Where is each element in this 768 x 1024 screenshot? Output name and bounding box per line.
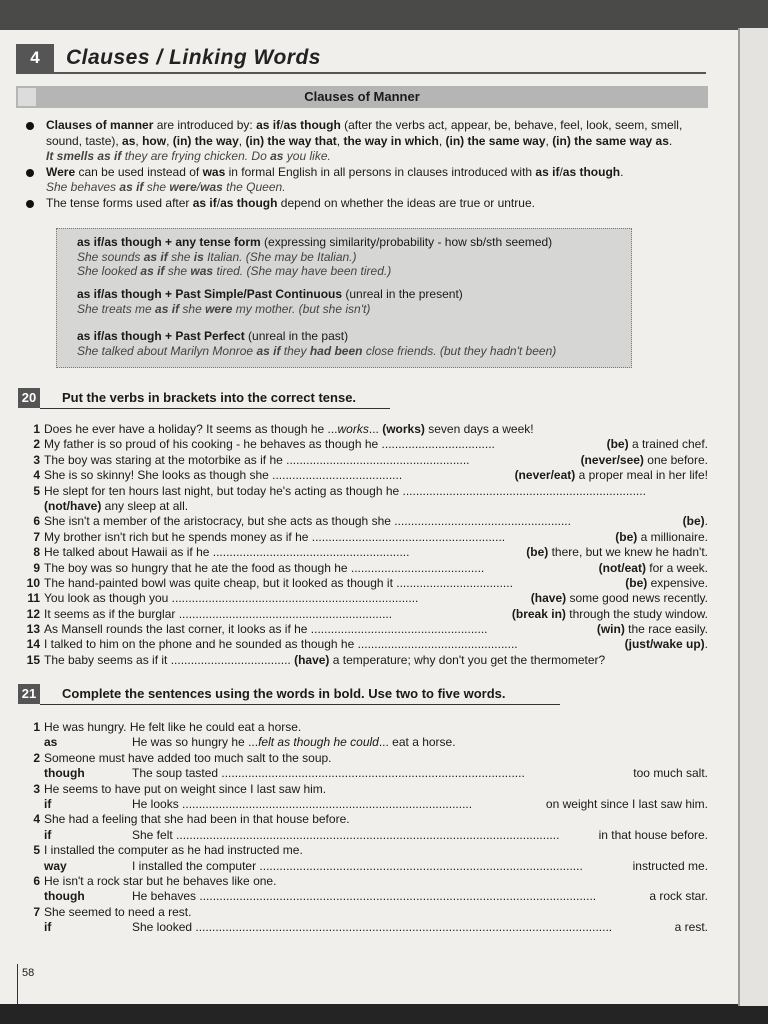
item-number: 2	[33, 437, 40, 452]
item-ending: (be) expensive.	[625, 575, 708, 590]
item-text: As Mansell rounds the last corner, it looks as if he .....................................................	[44, 622, 488, 637]
exercise-21-answer-row	[18, 859, 708, 874]
scanner-bottom-edge	[0, 1004, 768, 1024]
exercise-20-underline	[40, 408, 390, 409]
item-number: 6	[33, 873, 40, 888]
exercise-20-row	[18, 607, 708, 622]
item-ending: (just/wake up).	[624, 637, 708, 652]
tense-forms-box	[56, 228, 632, 368]
grammar-rules	[24, 118, 714, 211]
key-word: if	[44, 827, 52, 842]
item-text: She isn't a member of the aristocracy, but she acts as though she .....................................................	[44, 514, 571, 529]
key-word: as	[44, 735, 58, 750]
item-number: 3	[33, 781, 40, 796]
key-word: way	[44, 858, 67, 873]
exercise-21-underline	[40, 704, 560, 705]
item-sentence: Someone must have added too much salt to the soup.	[44, 750, 332, 765]
item-text: The baby seems as if it .................................... (have) a temperature; why don't you get the thermometer?	[44, 652, 606, 667]
exercise-20-row	[18, 437, 708, 452]
exercise-20-row	[18, 499, 708, 514]
item-number: 10	[26, 575, 40, 590]
key-word: if	[44, 920, 52, 935]
exercise-21-answer-row	[18, 920, 708, 935]
tense-group	[77, 329, 556, 358]
exercise-21-answer-row	[18, 889, 708, 904]
tense-example: She looked as if she was tired. (She may have been tired.)	[77, 264, 392, 278]
item-text: She is so skinny! She looks as though she .......................................	[44, 468, 403, 483]
item-number: 1	[33, 422, 40, 436]
item-sentence: He isn't a rock star but he behaves like one.	[44, 873, 277, 888]
exercise-20-row	[18, 453, 708, 468]
item-ending: (never/see) one before.	[580, 452, 708, 467]
page-margin-rule	[17, 964, 18, 1004]
answer-text: The soup tasted ...........................................................................................	[132, 766, 525, 781]
tense-group	[77, 287, 463, 316]
item-number: 4	[33, 468, 40, 483]
item-number: 5	[33, 483, 40, 498]
item-number: 15	[26, 652, 40, 667]
exercise-21-number: 21	[18, 684, 40, 704]
bullet-icon	[26, 200, 34, 208]
item-ending: (be) a millionaire.	[615, 529, 708, 544]
item-number: 9	[33, 560, 40, 575]
key-word: though	[44, 766, 85, 781]
bullet-icon	[26, 122, 34, 130]
exercise-21-items	[18, 720, 708, 935]
tense-rule: as if/as though + any tense form (expressing similarity/probability - how sb/sth seemed)	[77, 235, 553, 249]
item-number: 8	[33, 545, 40, 560]
item-number: 13	[26, 622, 40, 637]
item-text: He talked about Hawaii as if he ...........................................................	[44, 545, 410, 560]
item-sentence: He seems to have put on weight since I last saw him.	[44, 781, 327, 796]
item-text: The hand-painted bowl was quite cheap, but it looked as though it ...................................	[44, 575, 513, 590]
exercise-20-number: 20	[18, 388, 40, 408]
exercise-21-sentence-row	[18, 905, 708, 920]
rule-example: It smells as if they are frying chicken. Do as you like.	[46, 149, 331, 163]
answer-ending: a rock star.	[649, 889, 708, 904]
item-number: 2	[33, 750, 40, 765]
answer-text: She felt ...................................................................................................................	[132, 827, 560, 842]
tense-example: She sounds as if she is Italian. (She may be Italian.)	[77, 249, 357, 264]
rule-item	[24, 118, 714, 165]
tense-rule: as if/as though + Past Simple/Past Continuous (unreal in the present)	[77, 287, 463, 301]
exercise-21-answer-row	[18, 766, 708, 781]
item-ending: (not/eat) for a week.	[598, 560, 708, 575]
scanner-top-edge	[0, 0, 768, 30]
unit-title: Clauses / Linking Words	[66, 46, 321, 69]
item-number: 6	[33, 514, 40, 529]
section-title: Clauses of Manner	[304, 89, 420, 104]
page-number: 58	[22, 967, 35, 979]
item-ending: (be).	[682, 514, 708, 529]
item-number: 7	[33, 904, 40, 919]
item-ending: (be) there, but we knew he hadn't.	[526, 545, 708, 560]
item-number: 12	[26, 606, 40, 621]
item-ending: (break in) through the study window.	[511, 606, 708, 621]
item-text: The boy was staring at the motorbike as if he .......................................................	[44, 452, 470, 467]
rule-example: She behaves as if she were/was the Queen.	[46, 180, 286, 194]
exercise-21-sentence-row	[18, 874, 708, 889]
answer-ending: in that house before.	[598, 827, 708, 842]
tense-example: She talked about Marilyn Monroe as if they had been close friends. (but they hadn't been)	[77, 343, 557, 358]
rule-item	[24, 196, 714, 212]
item-text: I talked to him on the phone and he sounded as though he ................................................	[44, 637, 518, 652]
exercise-21-answer-row	[18, 797, 708, 812]
exercise-20-row	[18, 576, 708, 591]
answer-text: I installed the computer .................................................................................................	[132, 858, 583, 873]
rule-text: The tense forms used after as if/as though depend on whether the ideas are true or untrue.	[46, 195, 535, 210]
item-ending: (never/eat) a proper meal in her life!	[514, 468, 708, 483]
exercise-20-row	[18, 468, 708, 483]
item-number: 3	[33, 452, 40, 467]
item-text: The boy was so hungry that he ate the food as though he ........................................	[44, 560, 485, 575]
item-sentence: He was hungry. He felt like he could eat a horse.	[44, 720, 302, 734]
answer-ending: a rest.	[674, 920, 708, 935]
exercise-21-sentence-row	[18, 751, 708, 766]
answer-ending: too much salt.	[633, 766, 708, 781]
exercise-20-row	[18, 484, 708, 499]
exercise-21-title: Complete the sentences using the words in bold. Use two to five words.	[62, 686, 506, 701]
item-sentence: She seemed to need a rest.	[44, 904, 192, 919]
section-header-bar	[16, 86, 708, 108]
unit-number-tab: 4	[16, 44, 54, 72]
title-underline	[16, 72, 706, 74]
key-word: if	[44, 796, 52, 811]
exercise-21-sentence-row	[18, 843, 708, 858]
item-number: 7	[33, 529, 40, 544]
exercise-21-sentence-row	[18, 720, 708, 735]
exercise-20-row	[18, 530, 708, 545]
answer-text: She looked .............................................................................................................................	[132, 920, 613, 935]
exercise-20-row	[18, 561, 708, 576]
answer-text: He was so hungry he ...felt as though he could... eat a horse.	[132, 735, 456, 750]
answer-ending: instructed me.	[632, 858, 708, 873]
item-ending: (have) some good news recently.	[530, 591, 708, 606]
answer-text: He looks .......................................................................................	[132, 796, 473, 811]
exercise-20-row	[18, 514, 708, 529]
exercise-20-row	[18, 653, 708, 668]
bullet-icon	[26, 169, 34, 177]
item-ending: (be) a trained chef.	[606, 437, 708, 452]
item-number: 4	[33, 812, 40, 827]
item-text: (not/have) any sleep at all.	[44, 498, 189, 513]
rule-text: Were can be used instead of was in formal English in all persons in clauses introduced with as if/as though.	[46, 164, 624, 179]
item-number: 14	[26, 637, 40, 652]
exercise-20-row	[18, 545, 708, 560]
item-sentence: She had a feeling that she had been in that house before.	[44, 812, 350, 827]
rule-text: Clauses of manner are introduced by: as if/as though (after the verbs act, appear, be, behave, feel, look, seem, smell, sound, taste), as, how, (in) the way, (in) the way that, the way in which, (in) the same way, (in) the same way as.	[46, 118, 683, 148]
exercise-21-sentence-row	[18, 782, 708, 797]
item-sentence: I installed the computer as he had instructed me.	[44, 843, 303, 858]
item-text: He slept for ten hours last night, but today he's acting as though he .........................................................................	[44, 483, 646, 498]
exercise-20-row	[18, 637, 708, 652]
answer-ending: on weight since I last saw him.	[545, 796, 708, 811]
item-text: It seems as if the burglar ................................................................	[44, 606, 393, 621]
exercise-20-row	[18, 591, 708, 606]
book-page	[0, 30, 738, 1004]
exercise-21-sentence-row	[18, 812, 708, 827]
tense-group	[77, 235, 552, 279]
item-text: My brother isn't rich but he spends money as if he ..........................................................	[44, 529, 506, 544]
exercise-20-row	[18, 622, 708, 637]
item-number: 11	[27, 591, 40, 606]
exercise-21-answer-row	[18, 735, 708, 750]
rule-item	[24, 165, 714, 196]
tense-rule: as if/as though + Past Perfect (unreal in the past)	[77, 329, 349, 343]
exercise-20-row	[18, 422, 708, 437]
item-number: 1	[33, 720, 40, 734]
item-number: 5	[33, 843, 40, 858]
answer-text: He behaves .......................................................................................................................	[132, 889, 597, 904]
exercise-20-items	[18, 422, 708, 668]
facing-page-edge	[738, 28, 768, 1006]
item-text: My father is so proud of his cooking - he behaves as though he ..................................	[44, 437, 495, 452]
exercise-21-answer-row	[18, 828, 708, 843]
item-ending: (win) the race easily.	[596, 622, 708, 637]
item-text: You look as though you ..........................................................................	[44, 591, 419, 606]
exercise-20-title: Put the verbs in brackets into the correct tense.	[62, 390, 357, 405]
tense-example: She treats me as if she were my mother. (but she isn't)	[77, 301, 371, 316]
key-word: though	[44, 889, 85, 904]
item-text: Does he ever have a holiday? It seems as though he ...works... (works) seven days a week!	[44, 422, 534, 436]
